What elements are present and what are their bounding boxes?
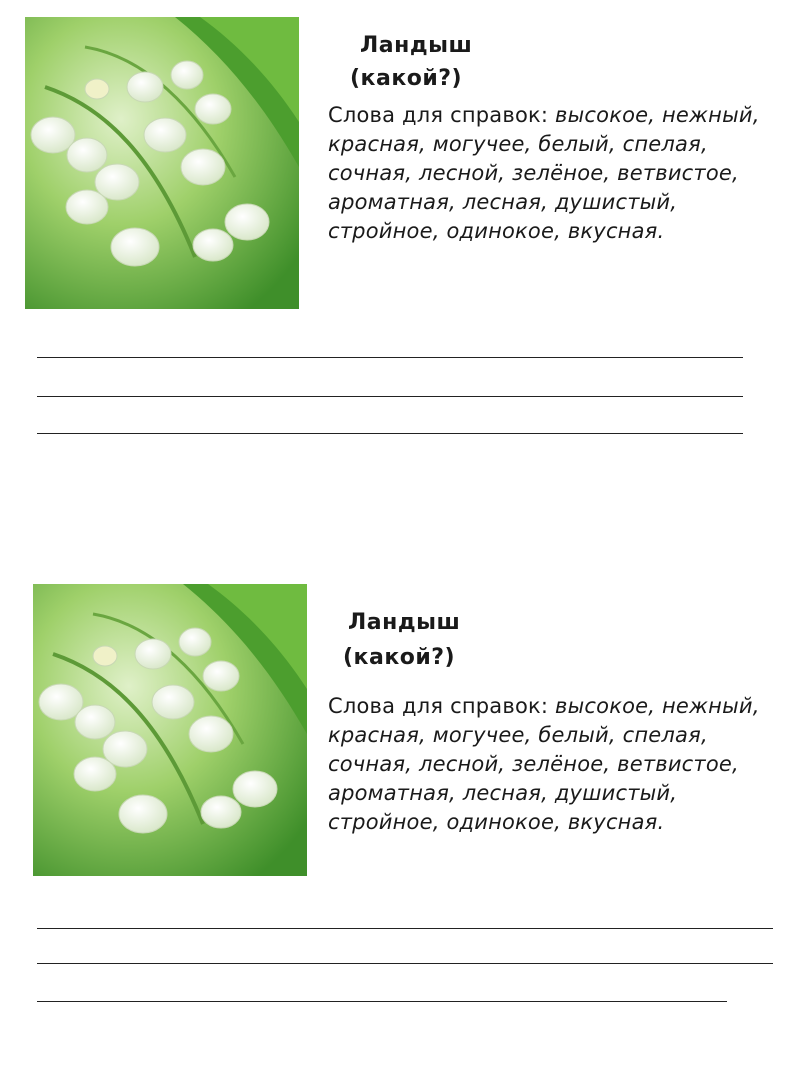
reference-words-list: высокое, нежный, красная, могучее, белый, спелая, сочная, лесной, зелёное, ветвистое, ароматная, лесная, душистый, стройное, одинокое, вкусная.: [328, 103, 760, 243]
answer-line[interactable]: [37, 357, 743, 358]
card-title: Ландыш: [360, 33, 473, 58]
reference-words-label: Слова для справок:: [328, 694, 556, 718]
reference-words: [328, 692, 768, 837]
lily-of-the-valley-photo: [25, 17, 299, 309]
reference-words: [328, 101, 768, 246]
answer-line[interactable]: [37, 433, 743, 434]
answer-line[interactable]: [37, 963, 773, 964]
worksheet-card-1: [0, 0, 800, 470]
reference-words-label: Слова для справок:: [328, 103, 556, 127]
card-question: (какой?): [350, 66, 463, 91]
card-title: Ландыш: [348, 610, 461, 635]
answer-line[interactable]: [37, 928, 773, 929]
lily-of-the-valley-photo: [33, 584, 307, 876]
worksheet-card-2: [0, 570, 800, 1067]
answer-line[interactable]: [37, 396, 743, 397]
reference-words-list: высокое, нежный, красная, могучее, белый, спелая, сочная, лесной, зелёное, ветвистое, ароматная, лесная, душистый, стройное, одинокое, вкусная.: [328, 694, 760, 834]
card-question: (какой?): [343, 645, 456, 670]
answer-line[interactable]: [37, 1001, 727, 1002]
